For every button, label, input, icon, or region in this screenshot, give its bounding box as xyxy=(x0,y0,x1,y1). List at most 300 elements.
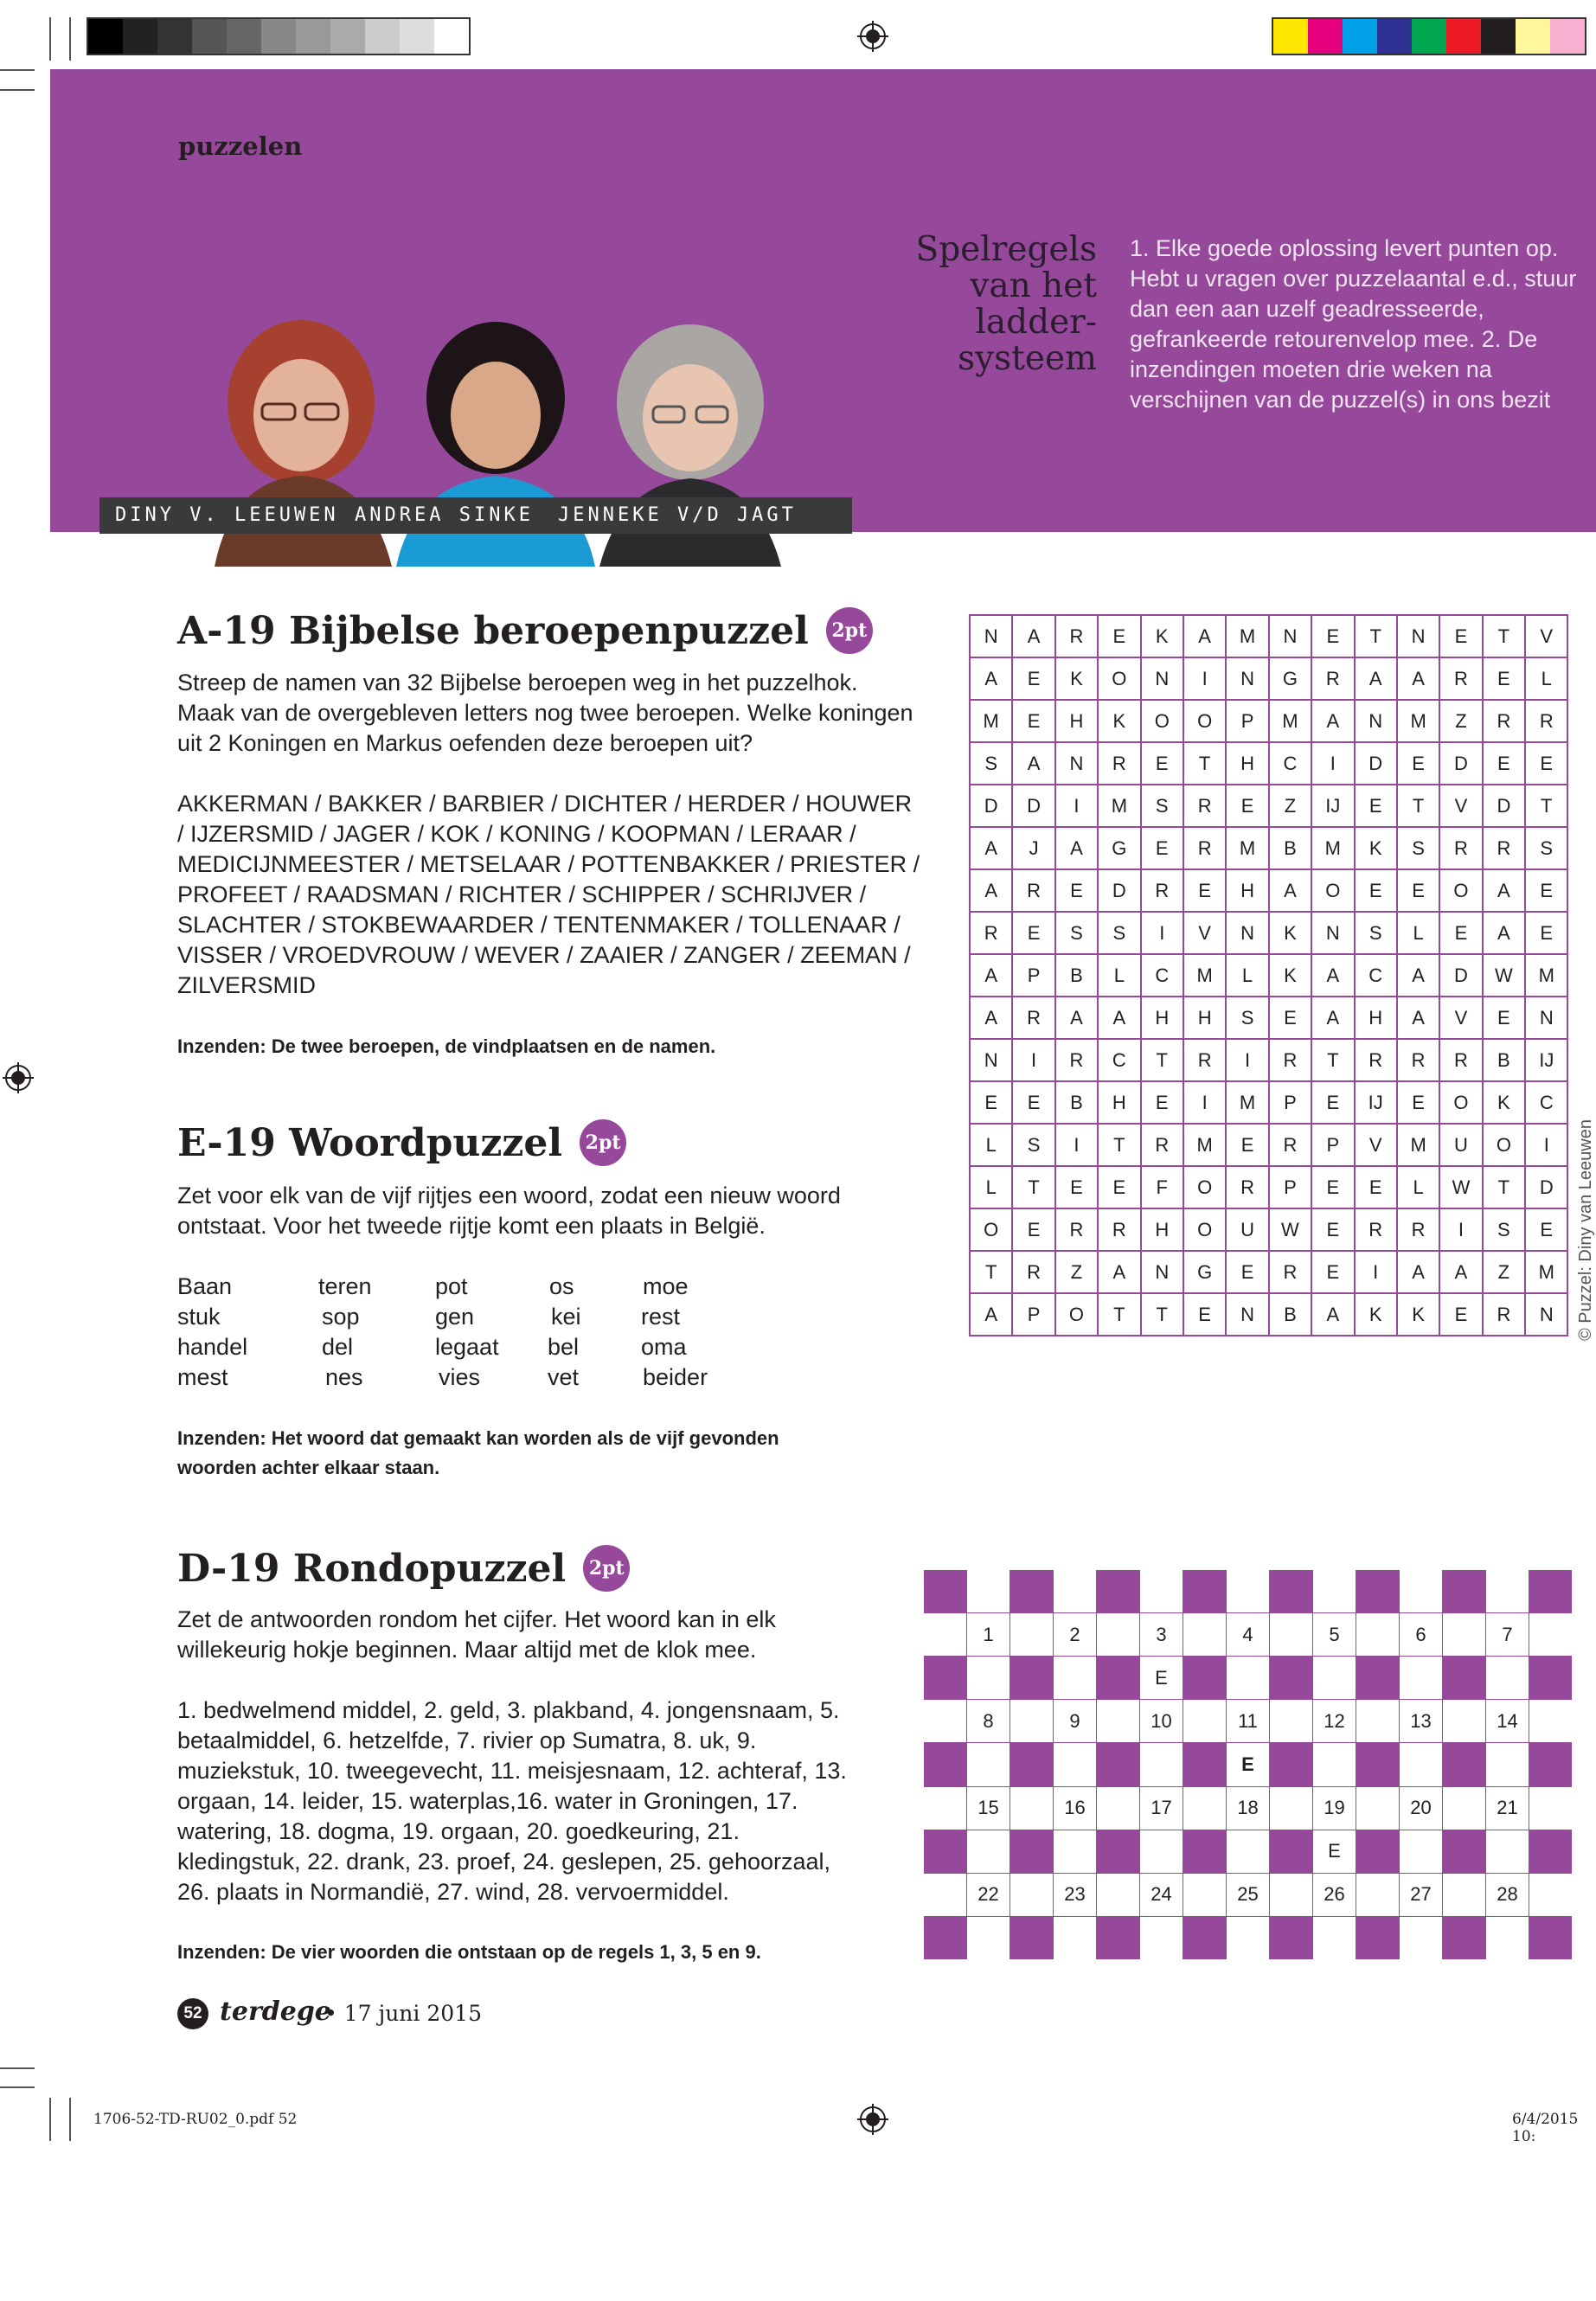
grid-cell[interactable] xyxy=(1183,1700,1226,1742)
grid-cell[interactable] xyxy=(1010,1700,1053,1742)
grid-cell[interactable]: A xyxy=(970,1293,1012,1336)
grid-cell[interactable]: A xyxy=(1355,657,1397,700)
grid-cell[interactable] xyxy=(1400,1657,1442,1699)
grid-cell[interactable]: R xyxy=(1183,785,1226,827)
grid-cell[interactable]: N xyxy=(1355,700,1397,742)
grid-cell[interactable]: E xyxy=(1098,615,1140,657)
grid-number-cell[interactable]: 18 xyxy=(1227,1787,1269,1830)
grid-cell[interactable] xyxy=(1183,1787,1226,1830)
grid-cell[interactable]: B xyxy=(1269,1293,1311,1336)
grid-cell[interactable]: R xyxy=(1439,1039,1482,1081)
given-letter-cell[interactable]: E xyxy=(1313,1830,1356,1873)
grid-cell[interactable]: O xyxy=(1183,1208,1226,1251)
grid-cell[interactable]: R xyxy=(1183,1039,1226,1081)
grid-number-cell[interactable]: 27 xyxy=(1400,1874,1442,1916)
grid-cell[interactable]: R xyxy=(1269,1251,1311,1293)
grid-cell[interactable]: T xyxy=(1012,1166,1054,1208)
grid-cell[interactable]: N xyxy=(970,615,1012,657)
grid-cell[interactable]: E xyxy=(1397,869,1439,912)
grid-cell[interactable]: M xyxy=(1311,827,1354,869)
grid-cell[interactable]: I xyxy=(1525,1124,1567,1166)
grid-cell[interactable]: R xyxy=(1012,1251,1054,1293)
grid-cell[interactable]: V xyxy=(1525,615,1567,657)
grid-cell[interactable]: A xyxy=(970,657,1012,700)
grid-cell[interactable]: H xyxy=(1098,1081,1140,1124)
grid-cell[interactable] xyxy=(1529,1613,1572,1656)
grid-cell[interactable] xyxy=(1313,1570,1356,1612)
grid-cell[interactable]: O xyxy=(970,1208,1012,1251)
grid-cell[interactable]: S xyxy=(970,742,1012,785)
grid-cell[interactable] xyxy=(1356,1787,1399,1830)
grid-cell[interactable] xyxy=(1140,1570,1183,1612)
grid-cell[interactable]: I xyxy=(1012,1039,1054,1081)
grid-cell[interactable]: E xyxy=(1141,742,1183,785)
given-letter-cell[interactable]: E xyxy=(1227,1743,1269,1785)
grid-cell[interactable] xyxy=(1443,1700,1485,1742)
grid-cell[interactable]: R xyxy=(1055,1208,1098,1251)
grid-cell[interactable]: M xyxy=(1397,700,1439,742)
grid-cell[interactable] xyxy=(1097,1700,1139,1742)
grid-cell[interactable]: S xyxy=(1525,827,1567,869)
grid-cell[interactable]: U xyxy=(1439,1124,1482,1166)
grid-cell[interactable]: W xyxy=(1483,954,1525,997)
grid-cell[interactable]: A xyxy=(1311,700,1354,742)
grid-cell[interactable]: M xyxy=(1226,827,1268,869)
grid-cell[interactable]: N xyxy=(1311,912,1354,954)
grid-cell[interactable] xyxy=(1400,1917,1442,1959)
grid-cell[interactable] xyxy=(924,1787,966,1830)
grid-cell[interactable]: S xyxy=(1483,1208,1525,1251)
grid-cell[interactable]: T xyxy=(1525,785,1567,827)
grid-cell[interactable]: T xyxy=(1483,615,1525,657)
grid-cell[interactable]: G xyxy=(1098,827,1140,869)
grid-cell[interactable] xyxy=(1010,1787,1053,1830)
grid-cell[interactable] xyxy=(924,1613,966,1656)
grid-cell[interactable]: E xyxy=(1483,657,1525,700)
grid-cell[interactable]: H xyxy=(1141,997,1183,1039)
grid-cell[interactable]: E xyxy=(1355,785,1397,827)
grid-cell[interactable]: H xyxy=(1183,997,1226,1039)
grid-cell[interactable] xyxy=(1227,1657,1269,1699)
grid-cell[interactable]: Z xyxy=(1439,700,1482,742)
grid-number-cell[interactable]: 10 xyxy=(1140,1700,1183,1742)
grid-cell[interactable]: S xyxy=(1141,785,1183,827)
grid-cell[interactable]: E xyxy=(1483,997,1525,1039)
grid-cell[interactable]: S xyxy=(1355,912,1397,954)
grid-cell[interactable]: A xyxy=(1269,869,1311,912)
grid-cell[interactable]: E xyxy=(1525,742,1567,785)
grid-cell[interactable]: K xyxy=(1141,615,1183,657)
grid-cell[interactable]: L xyxy=(1397,912,1439,954)
grid-number-cell[interactable]: 8 xyxy=(967,1700,1010,1742)
grid-cell[interactable]: E xyxy=(1012,912,1054,954)
grid-cell[interactable]: R xyxy=(1397,1208,1439,1251)
grid-cell[interactable]: E xyxy=(1269,997,1311,1039)
grid-cell[interactable] xyxy=(1313,1917,1356,1959)
grid-number-cell[interactable]: 16 xyxy=(1054,1787,1096,1830)
grid-cell[interactable]: A xyxy=(1012,742,1054,785)
grid-cell[interactable]: M xyxy=(970,700,1012,742)
grid-cell[interactable] xyxy=(1443,1874,1485,1916)
grid-cell[interactable] xyxy=(1183,1874,1226,1916)
grid-cell[interactable]: T xyxy=(1183,742,1226,785)
grid-cell[interactable]: A xyxy=(1098,997,1140,1039)
grid-cell[interactable] xyxy=(1400,1830,1442,1873)
grid-cell[interactable]: T xyxy=(1098,1293,1140,1336)
grid-cell[interactable]: F xyxy=(1141,1166,1183,1208)
given-letter-cell[interactable]: E xyxy=(1140,1657,1183,1699)
grid-cell[interactable]: S xyxy=(1397,827,1439,869)
grid-cell[interactable]: R xyxy=(1355,1039,1397,1081)
grid-cell[interactable] xyxy=(967,1917,1010,1959)
grid-cell[interactable]: R xyxy=(1098,1208,1140,1251)
grid-cell[interactable] xyxy=(1227,1570,1269,1612)
grid-cell[interactable]: A xyxy=(1483,912,1525,954)
grid-cell[interactable]: S xyxy=(1012,1124,1054,1166)
grid-cell[interactable]: M xyxy=(1183,954,1226,997)
grid-cell[interactable]: E xyxy=(1311,1251,1354,1293)
grid-cell[interactable] xyxy=(967,1743,1010,1785)
grid-cell[interactable] xyxy=(1270,1874,1312,1916)
grid-number-cell[interactable]: 9 xyxy=(1054,1700,1096,1742)
grid-cell[interactable] xyxy=(1054,1830,1096,1873)
grid-cell[interactable] xyxy=(1140,1917,1183,1959)
grid-cell[interactable]: R xyxy=(1141,1124,1183,1166)
grid-number-cell[interactable]: 4 xyxy=(1227,1613,1269,1656)
grid-cell[interactable]: L xyxy=(1226,954,1268,997)
grid-cell[interactable]: R xyxy=(1439,657,1482,700)
grid-number-cell[interactable]: 25 xyxy=(1227,1874,1269,1916)
grid-number-cell[interactable]: 11 xyxy=(1227,1700,1269,1742)
grid-cell[interactable]: L xyxy=(970,1124,1012,1166)
grid-cell[interactable]: C xyxy=(1355,954,1397,997)
grid-cell[interactable]: T xyxy=(1141,1293,1183,1336)
grid-cell[interactable]: M xyxy=(1525,1251,1567,1293)
grid-cell[interactable] xyxy=(1140,1743,1183,1785)
grid-cell[interactable] xyxy=(1443,1787,1485,1830)
grid-cell[interactable]: A xyxy=(1397,997,1439,1039)
grid-cell[interactable]: U xyxy=(1226,1208,1268,1251)
grid-cell[interactable]: A xyxy=(1183,615,1226,657)
grid-cell[interactable]: R xyxy=(1269,1039,1311,1081)
grid-cell[interactable] xyxy=(924,1700,966,1742)
grid-cell[interactable]: D xyxy=(1525,1166,1567,1208)
grid-cell[interactable]: E xyxy=(1055,869,1098,912)
grid-cell[interactable]: E xyxy=(1226,1251,1268,1293)
grid-cell[interactable]: V xyxy=(1439,997,1482,1039)
grid-cell[interactable]: N xyxy=(1226,1293,1268,1336)
grid-cell[interactable]: M xyxy=(1226,615,1268,657)
grid-cell[interactable] xyxy=(1356,1700,1399,1742)
grid-cell[interactable] xyxy=(1313,1657,1356,1699)
grid-cell[interactable]: B xyxy=(1483,1039,1525,1081)
grid-cell[interactable] xyxy=(1529,1700,1572,1742)
grid-cell[interactable]: W xyxy=(1439,1166,1482,1208)
grid-cell[interactable]: E xyxy=(1483,742,1525,785)
grid-cell[interactable]: D xyxy=(1439,742,1482,785)
grid-cell[interactable] xyxy=(1443,1613,1485,1656)
grid-cell[interactable]: O xyxy=(1439,869,1482,912)
grid-cell[interactable]: E xyxy=(1355,1166,1397,1208)
grid-cell[interactable]: T xyxy=(1098,1124,1140,1166)
grid-cell[interactable]: H xyxy=(1226,869,1268,912)
grid-cell[interactable]: N xyxy=(1141,1251,1183,1293)
grid-cell[interactable]: O xyxy=(1311,869,1354,912)
grid-cell[interactable]: V xyxy=(1355,1124,1397,1166)
grid-cell[interactable]: D xyxy=(1355,742,1397,785)
grid-cell[interactable]: I xyxy=(1355,1251,1397,1293)
grid-cell[interactable]: D xyxy=(1098,869,1140,912)
grid-cell[interactable]: N xyxy=(1525,997,1567,1039)
grid-cell[interactable]: E xyxy=(1397,1081,1439,1124)
grid-cell[interactable]: T xyxy=(1355,615,1397,657)
grid-cell[interactable]: E xyxy=(1055,1166,1098,1208)
grid-cell[interactable] xyxy=(1010,1874,1053,1916)
grid-cell[interactable]: IJ xyxy=(1525,1039,1567,1081)
grid-cell[interactable]: N xyxy=(1226,912,1268,954)
grid-cell[interactable]: R xyxy=(1012,997,1054,1039)
grid-cell[interactable] xyxy=(967,1830,1010,1873)
grid-cell[interactable] xyxy=(1529,1787,1572,1830)
grid-cell[interactable]: Z xyxy=(1269,785,1311,827)
grid-cell[interactable]: G xyxy=(1269,657,1311,700)
grid-cell[interactable]: K xyxy=(1055,657,1098,700)
grid-cell[interactable]: E xyxy=(1439,615,1482,657)
grid-cell[interactable]: R xyxy=(1226,1166,1268,1208)
grid-cell[interactable]: IJ xyxy=(1311,785,1354,827)
grid-cell[interactable]: E xyxy=(1311,1081,1354,1124)
grid-cell[interactable]: L xyxy=(1098,954,1140,997)
grid-cell[interactable]: K xyxy=(1483,1081,1525,1124)
grid-cell[interactable]: S xyxy=(1055,912,1098,954)
grid-cell[interactable]: A xyxy=(970,997,1012,1039)
grid-cell[interactable] xyxy=(1313,1743,1356,1785)
grid-number-cell[interactable]: 20 xyxy=(1400,1787,1442,1830)
grid-cell[interactable]: R xyxy=(1183,827,1226,869)
grid-cell[interactable]: E xyxy=(1311,1208,1354,1251)
grid-number-cell[interactable]: 21 xyxy=(1486,1787,1529,1830)
grid-cell[interactable]: E xyxy=(1311,1166,1354,1208)
grid-cell[interactable]: M xyxy=(1397,1124,1439,1166)
grid-cell[interactable]: N xyxy=(1397,615,1439,657)
grid-cell[interactable]: I xyxy=(1439,1208,1482,1251)
grid-number-cell[interactable]: 2 xyxy=(1054,1613,1096,1656)
grid-cell[interactable]: E xyxy=(1012,1208,1054,1251)
grid-cell[interactable]: H xyxy=(1226,742,1268,785)
grid-cell[interactable]: P xyxy=(1012,1293,1054,1336)
grid-cell[interactable]: P xyxy=(1269,1081,1311,1124)
grid-cell[interactable]: R xyxy=(1355,1208,1397,1251)
grid-number-cell[interactable]: 1 xyxy=(967,1613,1010,1656)
grid-cell[interactable] xyxy=(1140,1830,1183,1873)
grid-cell[interactable]: A xyxy=(1311,1293,1354,1336)
grid-number-cell[interactable]: 12 xyxy=(1313,1700,1356,1742)
grid-number-cell[interactable]: 6 xyxy=(1400,1613,1442,1656)
grid-cell[interactable]: IJ xyxy=(1355,1081,1397,1124)
grid-number-cell[interactable]: 5 xyxy=(1313,1613,1356,1656)
grid-cell[interactable] xyxy=(1400,1570,1442,1612)
grid-cell[interactable]: I xyxy=(1226,1039,1268,1081)
grid-cell[interactable]: O xyxy=(1183,1166,1226,1208)
grid-cell[interactable] xyxy=(1486,1570,1529,1612)
grid-cell[interactable]: A xyxy=(1311,954,1354,997)
grid-cell[interactable] xyxy=(1356,1874,1399,1916)
grid-cell[interactable]: E xyxy=(1355,869,1397,912)
grid-cell[interactable]: O xyxy=(1183,700,1226,742)
grid-cell[interactable]: P xyxy=(1012,954,1054,997)
grid-cell[interactable]: T xyxy=(1311,1039,1354,1081)
grid-number-cell[interactable]: 3 xyxy=(1140,1613,1183,1656)
grid-cell[interactable]: L xyxy=(970,1166,1012,1208)
grid-cell[interactable] xyxy=(1486,1743,1529,1785)
grid-cell[interactable]: E xyxy=(1183,1293,1226,1336)
grid-number-cell[interactable]: 13 xyxy=(1400,1700,1442,1742)
grid-cell[interactable] xyxy=(1227,1830,1269,1873)
grid-cell[interactable]: K xyxy=(1269,912,1311,954)
grid-cell[interactable]: A xyxy=(1397,954,1439,997)
grid-cell[interactable]: T xyxy=(1483,1166,1525,1208)
grid-cell[interactable]: E xyxy=(1439,912,1482,954)
grid-cell[interactable] xyxy=(1270,1613,1312,1656)
grid-cell[interactable]: N xyxy=(1269,615,1311,657)
grid-cell[interactable]: H xyxy=(1055,700,1098,742)
grid-cell[interactable]: T xyxy=(1397,785,1439,827)
grid-cell[interactable]: R xyxy=(1525,700,1567,742)
grid-cell[interactable]: R xyxy=(1141,869,1183,912)
grid-cell[interactable]: A xyxy=(1483,869,1525,912)
grid-cell[interactable]: I xyxy=(1183,1081,1226,1124)
grid-cell[interactable] xyxy=(1010,1613,1053,1656)
grid-number-cell[interactable]: 7 xyxy=(1486,1613,1529,1656)
grid-cell[interactable] xyxy=(1183,1613,1226,1656)
grid-cell[interactable] xyxy=(1486,1830,1529,1873)
grid-cell[interactable]: O xyxy=(1098,657,1140,700)
grid-cell[interactable]: E xyxy=(1098,1166,1140,1208)
grid-cell[interactable]: N xyxy=(1525,1293,1567,1336)
grid-cell[interactable] xyxy=(1054,1917,1096,1959)
grid-cell[interactable] xyxy=(1054,1743,1096,1785)
grid-cell[interactable]: E xyxy=(1183,869,1226,912)
grid-cell[interactable]: M xyxy=(1183,1124,1226,1166)
grid-cell[interactable]: T xyxy=(1141,1039,1183,1081)
grid-cell[interactable]: M xyxy=(1226,1081,1268,1124)
grid-cell[interactable]: R xyxy=(1397,1039,1439,1081)
grid-cell[interactable]: M xyxy=(1525,954,1567,997)
grid-cell[interactable]: Z xyxy=(1055,1251,1098,1293)
grid-cell[interactable] xyxy=(924,1874,966,1916)
grid-cell[interactable]: R xyxy=(970,912,1012,954)
grid-cell[interactable]: A xyxy=(1311,997,1354,1039)
grid-cell[interactable]: E xyxy=(1012,1081,1054,1124)
grid-cell[interactable]: D xyxy=(1012,785,1054,827)
grid-cell[interactable]: V xyxy=(1183,912,1226,954)
grid-number-cell[interactable]: 17 xyxy=(1140,1787,1183,1830)
grid-cell[interactable]: V xyxy=(1439,785,1482,827)
grid-cell[interactable] xyxy=(1270,1700,1312,1742)
grid-cell[interactable]: I xyxy=(1055,1124,1098,1166)
grid-number-cell[interactable]: 24 xyxy=(1140,1874,1183,1916)
grid-cell[interactable]: O xyxy=(1055,1293,1098,1336)
grid-cell[interactable]: E xyxy=(1311,615,1354,657)
grid-cell[interactable]: L xyxy=(1397,1166,1439,1208)
grid-cell[interactable] xyxy=(1270,1787,1312,1830)
grid-cell[interactable]: O xyxy=(1141,700,1183,742)
grid-cell[interactable]: N xyxy=(970,1039,1012,1081)
grid-cell[interactable]: A xyxy=(1012,615,1054,657)
grid-cell[interactable]: S xyxy=(1226,997,1268,1039)
grid-cell[interactable] xyxy=(1486,1657,1529,1699)
grid-cell[interactable]: M xyxy=(1269,700,1311,742)
grid-cell[interactable]: P xyxy=(1311,1124,1354,1166)
grid-cell[interactable]: R xyxy=(1483,700,1525,742)
grid-cell[interactable]: B xyxy=(1055,954,1098,997)
grid-cell[interactable] xyxy=(1356,1613,1399,1656)
grid-cell[interactable]: R xyxy=(1012,869,1054,912)
grid-number-cell[interactable]: 26 xyxy=(1313,1874,1356,1916)
grid-cell[interactable] xyxy=(1097,1874,1139,1916)
grid-cell[interactable] xyxy=(1486,1917,1529,1959)
grid-cell[interactable]: B xyxy=(1269,827,1311,869)
grid-cell[interactable]: N xyxy=(1141,657,1183,700)
grid-cell[interactable]: N xyxy=(1226,657,1268,700)
grid-cell[interactable] xyxy=(1529,1874,1572,1916)
grid-cell[interactable]: K xyxy=(1269,954,1311,997)
grid-number-cell[interactable]: 14 xyxy=(1486,1700,1529,1742)
grid-cell[interactable]: K xyxy=(1355,827,1397,869)
grid-cell[interactable] xyxy=(1097,1613,1139,1656)
grid-number-cell[interactable]: 28 xyxy=(1486,1874,1529,1916)
grid-cell[interactable]: C xyxy=(1269,742,1311,785)
grid-cell[interactable] xyxy=(1054,1657,1096,1699)
grid-cell[interactable]: A xyxy=(1439,1251,1482,1293)
grid-cell[interactable]: P xyxy=(1269,1166,1311,1208)
grid-cell[interactable]: E xyxy=(970,1081,1012,1124)
grid-cell[interactable]: E xyxy=(1226,785,1268,827)
grid-cell[interactable] xyxy=(1227,1917,1269,1959)
grid-cell[interactable]: A xyxy=(1397,657,1439,700)
grid-cell[interactable]: W xyxy=(1269,1208,1311,1251)
grid-cell[interactable]: E xyxy=(1439,1293,1482,1336)
grid-cell[interactable]: N xyxy=(1055,742,1098,785)
grid-cell[interactable]: D xyxy=(1439,954,1482,997)
grid-cell[interactable]: E xyxy=(1226,1124,1268,1166)
grid-cell[interactable]: L xyxy=(1525,657,1567,700)
grid-cell[interactable] xyxy=(1097,1787,1139,1830)
grid-cell[interactable]: Z xyxy=(1483,1251,1525,1293)
grid-cell[interactable]: R xyxy=(1098,742,1140,785)
grid-cell[interactable]: G xyxy=(1183,1251,1226,1293)
grid-cell[interactable] xyxy=(967,1657,1010,1699)
grid-cell[interactable]: H xyxy=(1355,997,1397,1039)
grid-cell[interactable]: E xyxy=(1525,869,1567,912)
grid-cell[interactable]: I xyxy=(1311,742,1354,785)
grid-cell[interactable]: D xyxy=(970,785,1012,827)
grid-cell[interactable]: E xyxy=(1525,912,1567,954)
grid-cell[interactable] xyxy=(1400,1743,1442,1785)
grid-cell[interactable]: A xyxy=(1055,997,1098,1039)
grid-cell[interactable]: I xyxy=(1183,657,1226,700)
grid-cell[interactable]: A xyxy=(970,954,1012,997)
grid-cell[interactable]: R xyxy=(1055,615,1098,657)
grid-cell[interactable]: T xyxy=(970,1251,1012,1293)
grid-cell[interactable]: A xyxy=(1098,1251,1140,1293)
grid-cell[interactable]: A xyxy=(970,827,1012,869)
grid-cell[interactable]: O xyxy=(1483,1124,1525,1166)
grid-cell[interactable] xyxy=(1054,1570,1096,1612)
grid-cell[interactable]: E xyxy=(1012,657,1054,700)
grid-cell[interactable]: A xyxy=(970,869,1012,912)
grid-cell[interactable]: P xyxy=(1226,700,1268,742)
